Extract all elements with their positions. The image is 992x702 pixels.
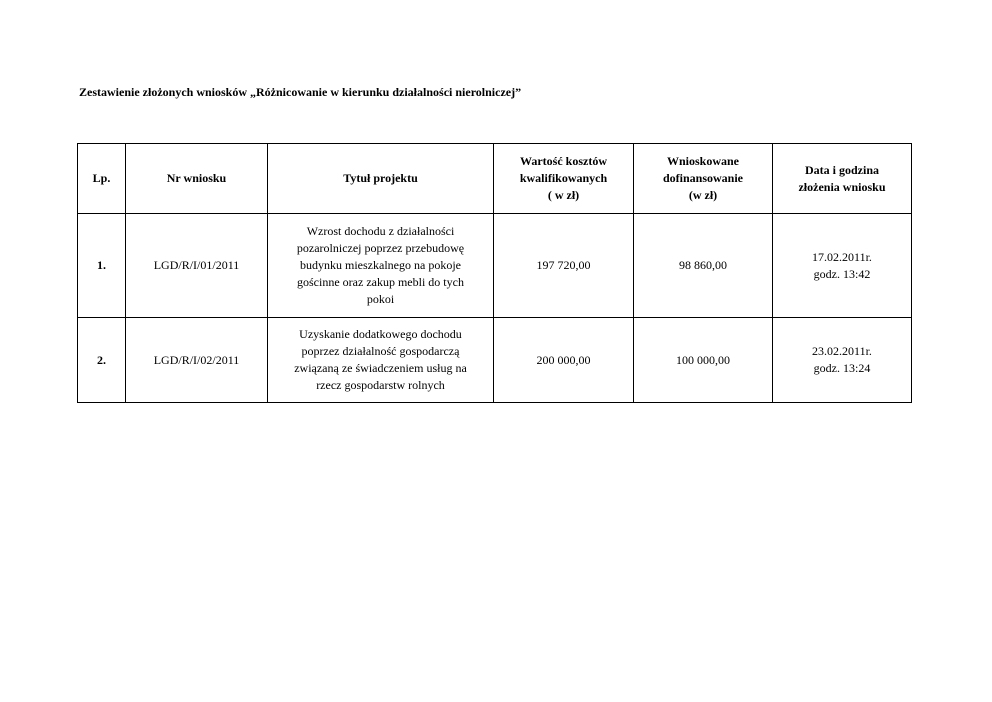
table-row [78,318,912,403]
header-tytul-projektu: Tytuł projektu [268,144,494,214]
cell-tytul-projektu [268,214,494,318]
cell-godzina: godz. 13:24 [813,361,871,375]
applications-table [77,143,912,403]
header-data-line: złożenia wniosku [798,179,886,194]
cell-data: 23.02.2011r. [812,344,872,358]
tytul-line: rzecz gospodarstw rolnych [316,378,445,392]
table-header-row [78,144,912,214]
cell-data-godzina [773,214,912,318]
cell-tytul-projektu [268,318,494,403]
cell-wartosc: 200 000,00 [494,318,634,403]
header-wartosc-line: ( w zł) [547,188,580,202]
tytul-line: gościnne oraz zakup mebli do tych [297,275,464,289]
header-wartosc-kosztow [494,144,634,214]
table-row [78,214,912,318]
header-data-godzina [773,144,912,214]
tytul-line: związaną ze świadczeniem usług na [294,361,467,375]
header-dofinansowanie-line: dofinansowanie [662,171,744,185]
header-wartosc-line: kwalifikowanych [519,171,608,185]
cell-godzina: godz. 13:42 [813,266,871,281]
tytul-line: Uzyskanie dodatkowego dochodu [299,327,462,341]
cell-dofinansowanie: 100 000,00 [634,318,773,403]
header-data-line: Data i godzina [804,162,879,177]
tytul-line: Wzrost dochodu z działalności [306,224,455,238]
header-lp: Lp. [78,144,126,214]
header-wartosc-line: Wartość kosztów [520,154,607,168]
header-dofinansowanie-line: (w zł) [688,188,718,202]
cell-data: 17.02.2011r. [812,249,872,264]
cell-lp: 2. [78,318,126,403]
cell-nr-wniosku: LGD/R/I/02/2011 [126,318,268,403]
tytul-line: pokoi [366,292,395,306]
document-title: Zestawienie złożonych wniosków „Różnicowanie w kierunku działalności nierolniczej” [79,85,522,99]
cell-lp: 1. [78,214,126,318]
cell-wartosc: 197 720,00 [494,214,634,318]
cell-nr-wniosku: LGD/R/I/01/2011 [126,214,268,318]
tytul-line: pozarolniczej poprzez przebudowę [296,241,465,255]
header-dofinansowanie [634,144,773,214]
tytul-line: poprzez działalność gospodarczą [301,344,460,358]
header-nr-wniosku: Nr wniosku [126,144,268,214]
cell-dofinansowanie: 98 860,00 [634,214,773,318]
header-dofinansowanie-line: Wnioskowane [666,154,740,168]
tytul-line: budynku mieszkalnego na pokoje [300,258,461,272]
cell-data-godzina [773,318,912,403]
